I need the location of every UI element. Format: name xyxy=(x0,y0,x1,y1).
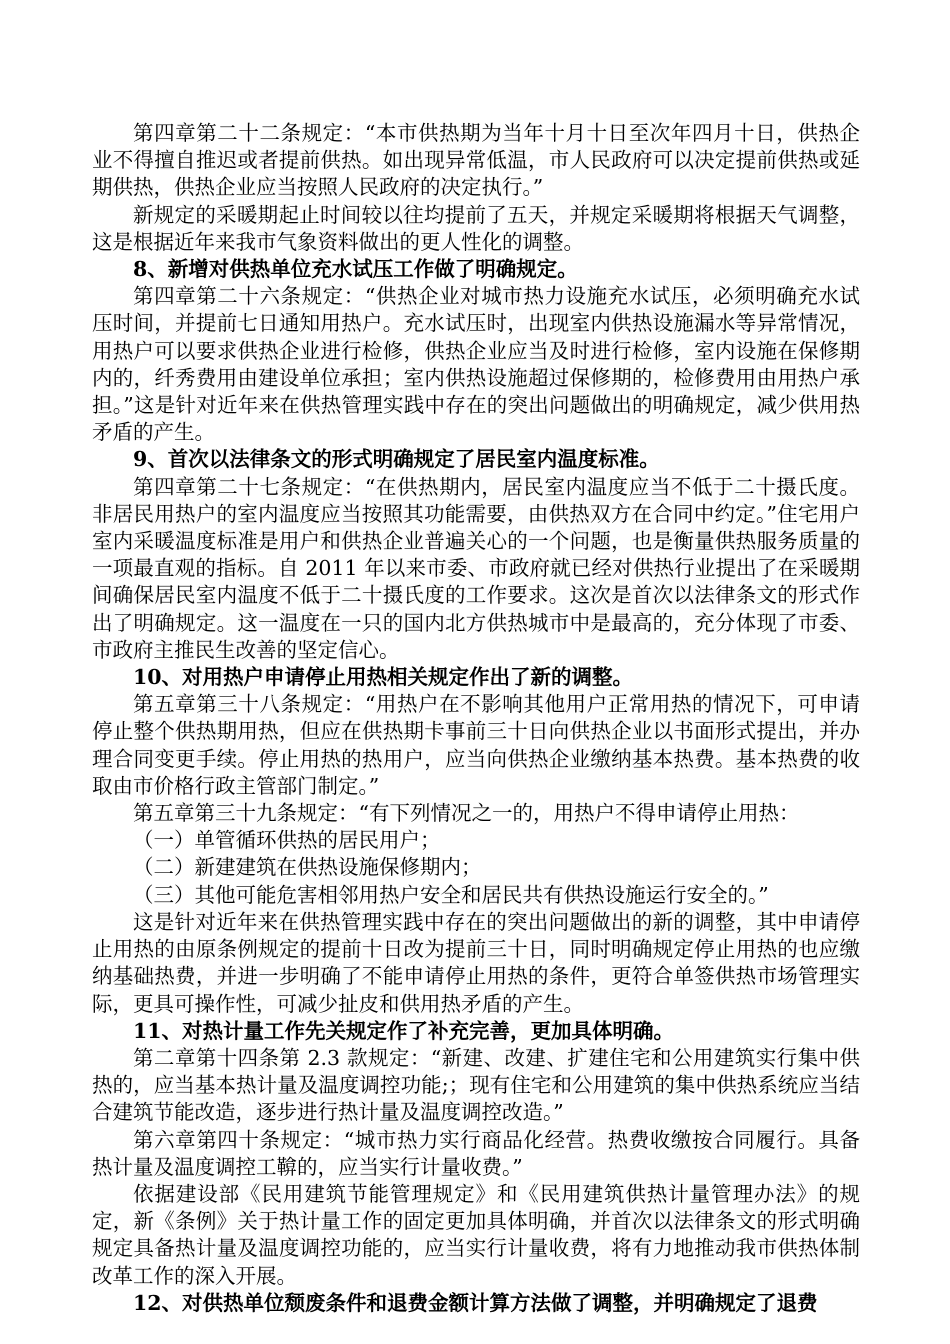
list-item-2: （二）新建建筑在供热设施保修期内； xyxy=(133,855,482,880)
paragraph-article-38: 第五章第三十八条规定：“用热户在不影响其他用户正常用热的情况下，可申请停止整个供热期用热，但应在供热期卡事前三十日向供热企业以书面形式提出，并办理合同变更手续。停止用热的热用户，应当向供热企业缴纳基本热费。基本热费的收取由市价格行政主管部门制定。” xyxy=(92,692,860,798)
document-page xyxy=(92,120,860,1317)
heading-12: 12、对供热单位颓废条件和退费金额计算方法做了调整，并明确规定了退费 xyxy=(133,1290,818,1315)
paragraph-metering-note: 依据建设部《民用建筑节能管理规定》和《民用建筑供热计量管理办法》的规定，新《条例》关于热计量工作的固定更加具体明确，并首次以法律条文的形式明确规定具备热计量及温度调控功能的，应当实行计量收费，将有力地推动我市供热体制改革工作的深入开展。 xyxy=(92,1181,860,1288)
paragraph-heating-period-note: 新规定的采暖期起止时间较以往均提前了五天，并规定采暖期将根据天气调整，这是根据近年来我市气象资料做出的更人性化的调整。 xyxy=(92,202,860,254)
paragraph-article-40: 第六章第四十条规定：“城市热力实行商品化经营。热费收缴按合同履行。具备热计量及温度调控工鞥的，应当实行计量收费。” xyxy=(92,1127,860,1179)
heading-10: 10、对用热户申请停止用热相关规定作出了新的调整。 xyxy=(133,665,634,690)
paragraph-article-14: 第二章第十四条第 2.3 款规定：“新建、改建、扩建住宅和公用建筑实行集中供热的，应当基本热计量及温度调控功能;；现有住宅和公用建筑的集中供热系统应当结合建筑节能改造，逐步进行热计量及温度调控改造。” xyxy=(92,1045,860,1125)
heading-8: 8、新增对供热单位充水试压工作做了明确规定。 xyxy=(133,257,578,282)
list-item-3: （三）其他可能危害相邻用热户安全和居民共有供热设施运行安全的。” xyxy=(133,882,769,907)
list-item-1: （一）单管循环供热的居民用户； xyxy=(133,828,441,853)
paragraph-article-22: 第四章第二十二条规定：“本市供热期为当年十月十日至次年四月十日，供热企业不得擅自推迟或者提前供热。如出现异常低温，市人民政府可以决定提前供热或延期供热，供热企业应当按照人民政府的决定执行。” xyxy=(92,121,860,200)
paragraph-article-27: 第四章第二十七条规定：“在供热期内，居民室内温度应当不低于二十摄氏度。非居民用热户的室内温度应当按照其功能需要，由供热双方在合同中约定。”住宅用户室内采暖温度标准是用户和供热企业普遍关心的一个问题，也是衡量供热服务质量的一项最直观的指标。自 2011 年以来市委、市政府就已经对供热行业提出了在采暖期间确保居民室内温度不低于二十摄氏度的工作要求。这次是首次以法律条文的形式作出了明确规定。这一温度在一只的国内北方供热城市中是最高的，充分体现了市委、市政府主推民生改善的坚定信心。 xyxy=(92,474,860,662)
paragraph-article-39: 第五章第三十九条规定：“有下列情况之一的，用热户不得申请停止用热： xyxy=(133,801,800,826)
heading-9: 9、首次以法律条文的形式明确规定了居民室内温度标准。 xyxy=(133,447,660,472)
paragraph-article-26: 第四章第二十六条规定：“供热企业对城市热力设施充水试压，必须明确充水试压时间，并提前七日通知用热户。充水试压时，出现室内供热设施漏水等异常情况，用热户可以要求供热企业进行检修，供热企业应当及时进行检修，室内设施在保修期内的，纤秀费用由建设单位承担；室内供热设施超过保修期的，检修费用由用热户承担。”这是针对近年来在供热管理实践中存在的突出问题做出的明确规定，减少供用热矛盾的产生。 xyxy=(92,284,860,445)
paragraph-stop-heating-note: 这是针对近年来在供热管理实践中存在的突出问题做出的新的调整，其中申请停止用热的由原条例规定的提前十日改为提前三十日，同时明确规定停止用热的也应缴纳基础热费，并进一步明确了不能申请停止用热的条件，更符合单签供热市场管理实际，更具可操作性，可减少扯皮和供用热矛盾的产生。 xyxy=(92,909,860,1016)
heading-11: 11、对热计量工作先关规定作了补充完善，更加具体明确。 xyxy=(133,1018,675,1043)
